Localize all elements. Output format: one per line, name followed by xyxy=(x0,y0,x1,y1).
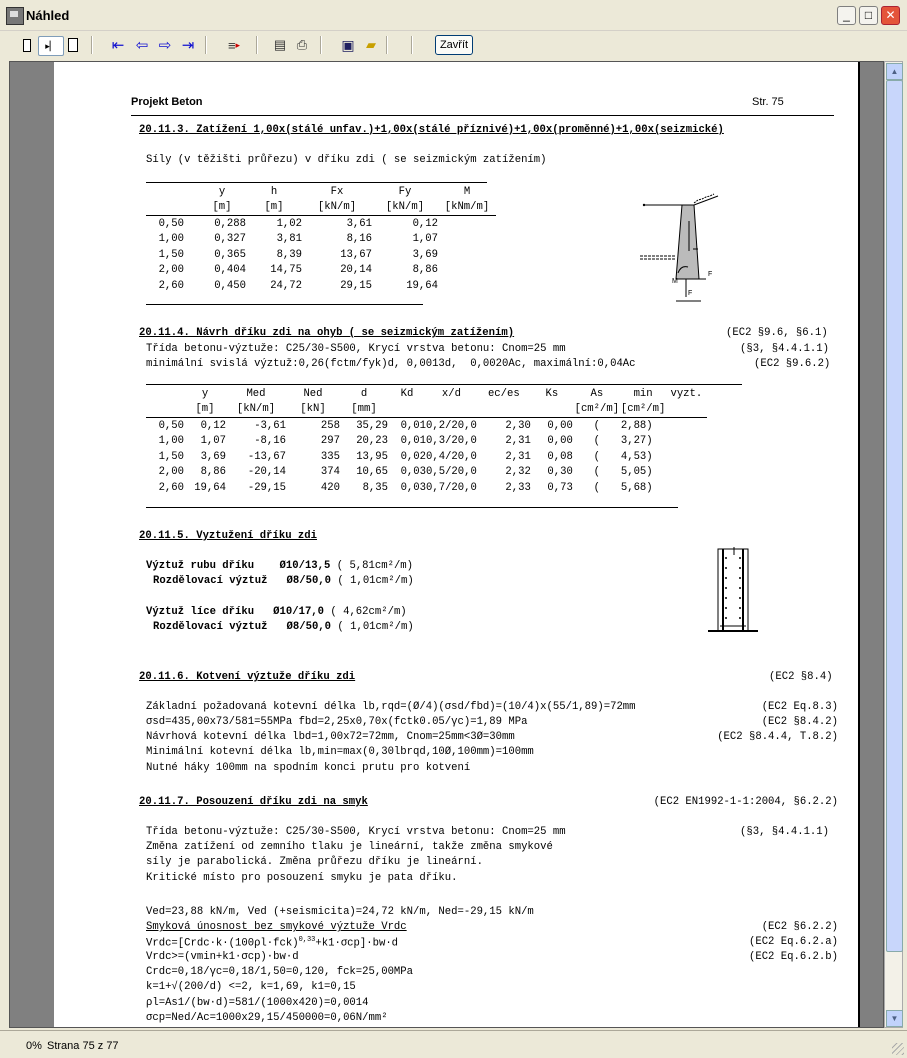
print-setup-icon[interactable]: ▤ xyxy=(273,37,287,52)
open-folder-icon[interactable]: ▰ xyxy=(366,37,376,52)
fit-width-icon[interactable]: ▸▏ xyxy=(38,36,64,56)
paragraph-line: Kritické místo pro posouzení smyku je pata dříku. xyxy=(146,872,458,884)
forces-table xyxy=(146,184,496,294)
wall-reinforcement-diagram xyxy=(706,544,760,639)
maximize-button[interactable]: □ xyxy=(859,6,878,25)
minimize-button[interactable]: _ xyxy=(837,6,856,25)
formula-line: $Vrdc=[Crdc\cdot k\cdot(100\rho l\cdot fck)^{0,33}+k1\cdot\sigma cp]\cdot bw\cdot d$ xyxy=(146,936,399,950)
anchorage-line: Návrhová kotevní délka lbd=1,00x72=72mm, Cnom=25mm<3Ø=30mm xyxy=(146,731,515,743)
anchorage-line: Minimální kotevní délka lb,min=max(0,30lbrqd,10Ø,100mm)=100mm xyxy=(146,746,534,758)
preview-viewport[interactable] xyxy=(9,61,884,1028)
shear-forces-line: Ved=23,88 kN/m, Ved (+seismicita)=24,72 kN/m, Ned=-29,15 kN/m xyxy=(146,906,534,918)
anchorage-line: Základní požadovaná kotevní délka lb,rqd=(Ø/4)(σsd/fbd)=(10/4)x(55/1,89)=72mm xyxy=(146,701,636,713)
anchorage-line: Nutné háky 100mm na spodním konci prutu pro kotvení xyxy=(146,762,471,774)
save-icon[interactable]: ▣ xyxy=(341,36,355,53)
distribution-reinforcement-row: Rozdělovací výztuž Ø8/50,0 ( 1,01cm²/m) xyxy=(153,621,414,633)
concrete-class-line: Třída betonu-výztuže: C25/30-S500, Krycí vrstva betonu: Cnom=25 mm xyxy=(146,343,566,355)
svg-text:F: F xyxy=(688,290,693,297)
section-title-anchorage: 20.11.6. Kotvení výztuže dříku zdi xyxy=(139,671,356,683)
concrete-class-line: Třída betonu-výztuže: C25/30-S500, Krycí vrstva betonu: Cnom=25 mm xyxy=(146,826,566,838)
close-window-button[interactable]: ✕ xyxy=(881,6,900,25)
table-row: 0,50 0,12 -3,61 258 35,29 0,01 0,2/20,0 2,30 0,00 ( 2,88) xyxy=(158,419,653,432)
scroll-up-icon[interactable]: ▲ xyxy=(886,63,903,80)
bending-table xyxy=(146,386,707,496)
reference: (EC2 §8.4.2) xyxy=(761,716,838,728)
formula-line: ρl=As1/(bw·d)=581/(1000x420)=0,0014 xyxy=(146,997,369,1009)
scrollbar-thumb[interactable] xyxy=(886,80,903,952)
section-subtitle: Síly (v těžišti průřezu) v dříku zdi ( se seizmickým zatížením) xyxy=(146,154,547,166)
reference: (EC2 §8.4.4, T.8.2) xyxy=(717,731,838,743)
table-row: 1,00 0,327 3,81 8,16 1,07 xyxy=(158,233,438,246)
table-row: 2,60 19,64 -29,15 420 8,35 0,03 0,7/20,0 2,33 0,73 ( 5,68) xyxy=(158,481,653,494)
table-row: 1,50 3,69 -13,67 335 13,95 0,02 0,4/20,0 2,31 0,08 ( 4,53) xyxy=(158,450,653,463)
svg-text:M: M xyxy=(672,278,678,285)
reference: (EC2 Eq.8.3) xyxy=(761,701,838,713)
page-number-header: Str. 75 xyxy=(752,96,784,108)
section-title-reinforcement: 20.11.5. Vyztužení dříku zdi xyxy=(139,530,318,542)
goto-page-icon[interactable]: ≡ ▸ xyxy=(227,37,241,53)
table-units-row: [m] [m] [kN/m] [kN/m] [kNm/m] xyxy=(146,200,496,216)
app-icon xyxy=(6,7,24,25)
back-reinforcement-row: Výztuž rubu dříku Ø10/13,5 ( 5,81cm²/m) xyxy=(146,560,414,572)
zoom-status: 0% xyxy=(26,1040,42,1052)
reference: (EC2 Eq.6.2.b) xyxy=(748,951,838,963)
anchorage-line: σsd=435,00x73/581=55MPa fbd=2,25x0,70x(fctk0.05/γc)=1,89 MPa xyxy=(146,716,528,728)
formula-line: k=1+√(200/d) <=2, k=1,69, k1=0,15 xyxy=(146,981,356,993)
distribution-reinforcement-row: Rozdělovací výztuž Ø8/50,0 ( 1,01cm²/m) xyxy=(153,575,414,587)
document-page xyxy=(54,61,858,1028)
full-page-icon[interactable] xyxy=(66,36,80,54)
scroll-down-icon[interactable]: ▼ xyxy=(886,1010,903,1027)
vrdc-title: Smyková únosnost bez smykové výztuže Vrdc xyxy=(146,921,407,933)
project-header: Projekt Beton xyxy=(131,96,203,108)
table-header-row: y Med Ned d Kd x/d ec/es Ks As min vyzt. xyxy=(201,387,703,400)
last-page-icon[interactable]: ⇥ xyxy=(181,37,195,54)
table-row: 2,00 0,404 14,75 20,14 8,86 xyxy=(158,264,438,277)
page-status: Strana 75 z 77 xyxy=(47,1040,119,1052)
reference: (EC2 §9.6.2) xyxy=(754,358,831,370)
print-icon[interactable]: ⎙ xyxy=(296,37,308,52)
table-row: 0,50 0,288 1,02 3,61 0,12 xyxy=(158,217,438,230)
table-row: 1,50 0,365 8,39 13,67 3,69 xyxy=(158,248,438,261)
resize-grip-icon[interactable] xyxy=(892,1043,904,1055)
front-reinforcement-row: Výztuž líce dříku Ø10/17,0 ( 4,62cm²/m) xyxy=(146,606,407,618)
section-title-bending: 20.11.4. Návrh dříku zdi na ohyb ( se seizmickým zatížením) xyxy=(139,327,515,339)
svg-text:F: F xyxy=(708,271,713,278)
table-row: 2,00 8,86 -20,14 374 10,65 0,03 0,5/20,0 2,32 0,30 ( 5,05) xyxy=(158,466,653,479)
reference: (EC2 §8.4) xyxy=(769,671,833,683)
previous-page-icon[interactable]: ⇦ xyxy=(135,37,149,54)
wall-loads-diagram xyxy=(636,191,736,306)
reference: (EC2 §9.6, §6.1) xyxy=(726,327,828,339)
formula-line: σcp=Ned/Ac=1000x29,15/450000=0,06N/mm² xyxy=(146,1012,388,1024)
reference: (EC2 EN1992-1-1:2004, §6.2.2) xyxy=(653,796,838,808)
paragraph-line: Změna zatížení od zemního tlaku je lineární, takže změna smykové xyxy=(146,841,553,853)
section-title-load: 20.11.3. Zatížení 1,00x(stálé unfav.)+1,00x(stálé příznivé)+1,00x(proměnné)+1,00x(seizmické) xyxy=(139,124,724,136)
formula-line: Crdc=0,18/γc=0,18/1,50=0,120, fck=25,00MPa xyxy=(146,966,414,978)
reference: (EC2 Eq.6.2.a) xyxy=(748,936,838,948)
first-page-icon[interactable]: ⇤ xyxy=(111,37,125,54)
next-page-icon[interactable]: ⇨ xyxy=(158,37,172,54)
reference: (EC2 §6.2.2) xyxy=(761,921,838,933)
vertical-scrollbar[interactable] xyxy=(884,61,903,1028)
status-bar xyxy=(0,1030,907,1058)
table-units-row: [m] [kN/m] [kN] [mm] [cm²/m] [cm²/m] xyxy=(146,402,707,418)
reference: (§3, §4.4.1.1) xyxy=(740,343,830,355)
table-row: 1,00 1,07 -8,16 297 20,23 0,01 0,3/20,0 2,31 0,00 ( 3,27) xyxy=(158,435,653,448)
title-bar xyxy=(0,0,907,31)
section-title-shear: 20.11.7. Posouzení dříku zdi na smyk xyxy=(139,796,368,808)
single-page-icon[interactable] xyxy=(20,36,34,54)
table-header-row: y h Fx Fy M xyxy=(218,185,471,198)
close-preview-button[interactable]: Zavřít xyxy=(435,35,473,55)
formula-line: Vrdc>=(vmin+k1·σcp)·bw·d xyxy=(146,951,299,963)
min-reinforcement-line: minimální svislá výztuž:0,26(fctm/fyk)d, 0,0013d, 0,0020Ac, maximální:0,04Ac xyxy=(146,358,636,370)
window-title: Náhled xyxy=(26,8,70,23)
table-row: 2,60 0,450 24,72 29,15 19,64 xyxy=(158,279,438,292)
paragraph-line: síly je parabolická. Změna průřezu dříku je lineární. xyxy=(146,856,483,868)
reference: (§3, §4.4.1.1) xyxy=(740,826,830,838)
